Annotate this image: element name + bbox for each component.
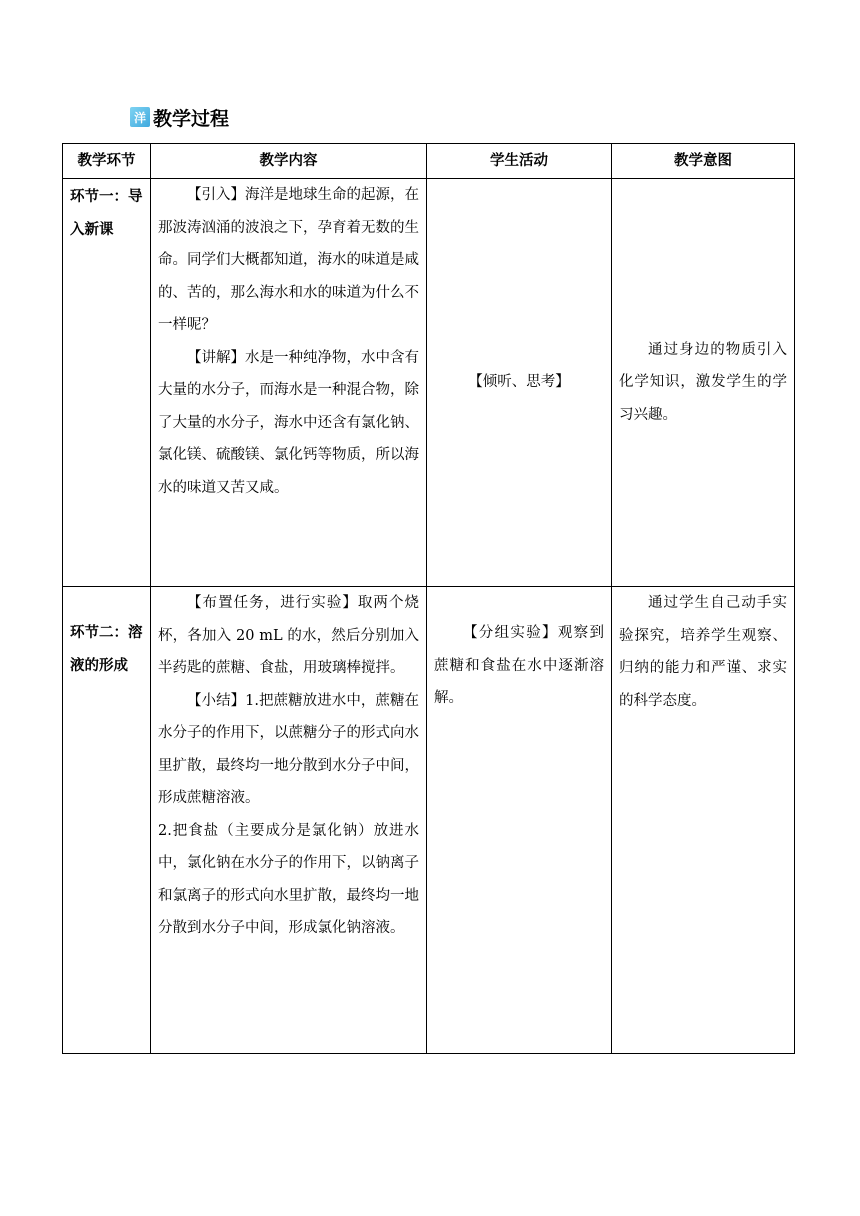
content-paragraph: 【讲解】水是一种纯净物，水中含有大量的水分子，而海水是一种混合物，除了大量的水分子，海水中还含有氯化钠、氯化镁、硫酸镁、氯化钙等物质，所以海水的味道又苦又咸。 bbox=[158, 349, 419, 496]
table-row bbox=[63, 179, 795, 587]
activity-text: 【分组实验】观察到蔗糖和食盐在水中逐渐溶解。 bbox=[434, 625, 604, 706]
header-stage: 教学环节 bbox=[63, 144, 151, 179]
lesson-table bbox=[62, 143, 795, 1054]
table-header-row bbox=[63, 144, 795, 179]
section-title: 教学过程 bbox=[153, 107, 230, 130]
intent-cell bbox=[612, 179, 795, 587]
activity-cell: 【倾听、思考】 bbox=[427, 179, 612, 587]
content-paragraph: 【小结】1.把蔗糖放进水中，蔗糖在水分子的作用下，以蔗糖分子的形式向水里扩散，最终均一地分散到水分子中间，形成蔗糖溶液。 bbox=[158, 692, 419, 806]
section-heading bbox=[130, 103, 229, 131]
intent-text: 通过身边的物质引入化学知识，激发学生的学习兴趣。 bbox=[619, 341, 787, 423]
intent-text: 通过学生自己动手实验探究，培养学生观察、归纳的能力和严谨、求实的科学态度。 bbox=[619, 595, 787, 709]
content-cell bbox=[151, 587, 427, 1054]
header-content: 教学内容 bbox=[151, 144, 427, 179]
content-paragraph: 【布置任务，进行实验】取两个烧杯，各加入 20 mL 的水，然后分别加入半药匙的蔗糖、食盐，用玻璃棒搅拌。 bbox=[158, 595, 419, 676]
ocean-badge-icon: 洋 bbox=[130, 107, 150, 127]
content-cell bbox=[151, 179, 427, 587]
table-row bbox=[63, 587, 795, 1054]
stage-cell: 环节二：溶液的形成 bbox=[63, 587, 151, 1054]
header-intent: 教学意图 bbox=[612, 144, 795, 179]
intent-cell bbox=[612, 587, 795, 1054]
stage-cell: 环节一：导入新课 bbox=[63, 179, 151, 587]
content-paragraph: 2.把食盐（主要成分是氯化钠）放进水中，氯化钠在水分子的作用下，以钠离子和氯离子的形式向水里扩散，最终均一地分散到水分子中间，形成氯化钠溶液。 bbox=[158, 822, 419, 936]
activity-cell bbox=[427, 587, 612, 1054]
content-paragraph: 【引入】海洋是地球生命的起源，在那波涛汹涌的波浪之下，孕育着无数的生命。同学们大概都知道，海水的味道是咸的、苦的，那么海水和水的味道为什么不一样呢？ bbox=[158, 187, 419, 333]
header-activity: 学生活动 bbox=[427, 144, 612, 179]
